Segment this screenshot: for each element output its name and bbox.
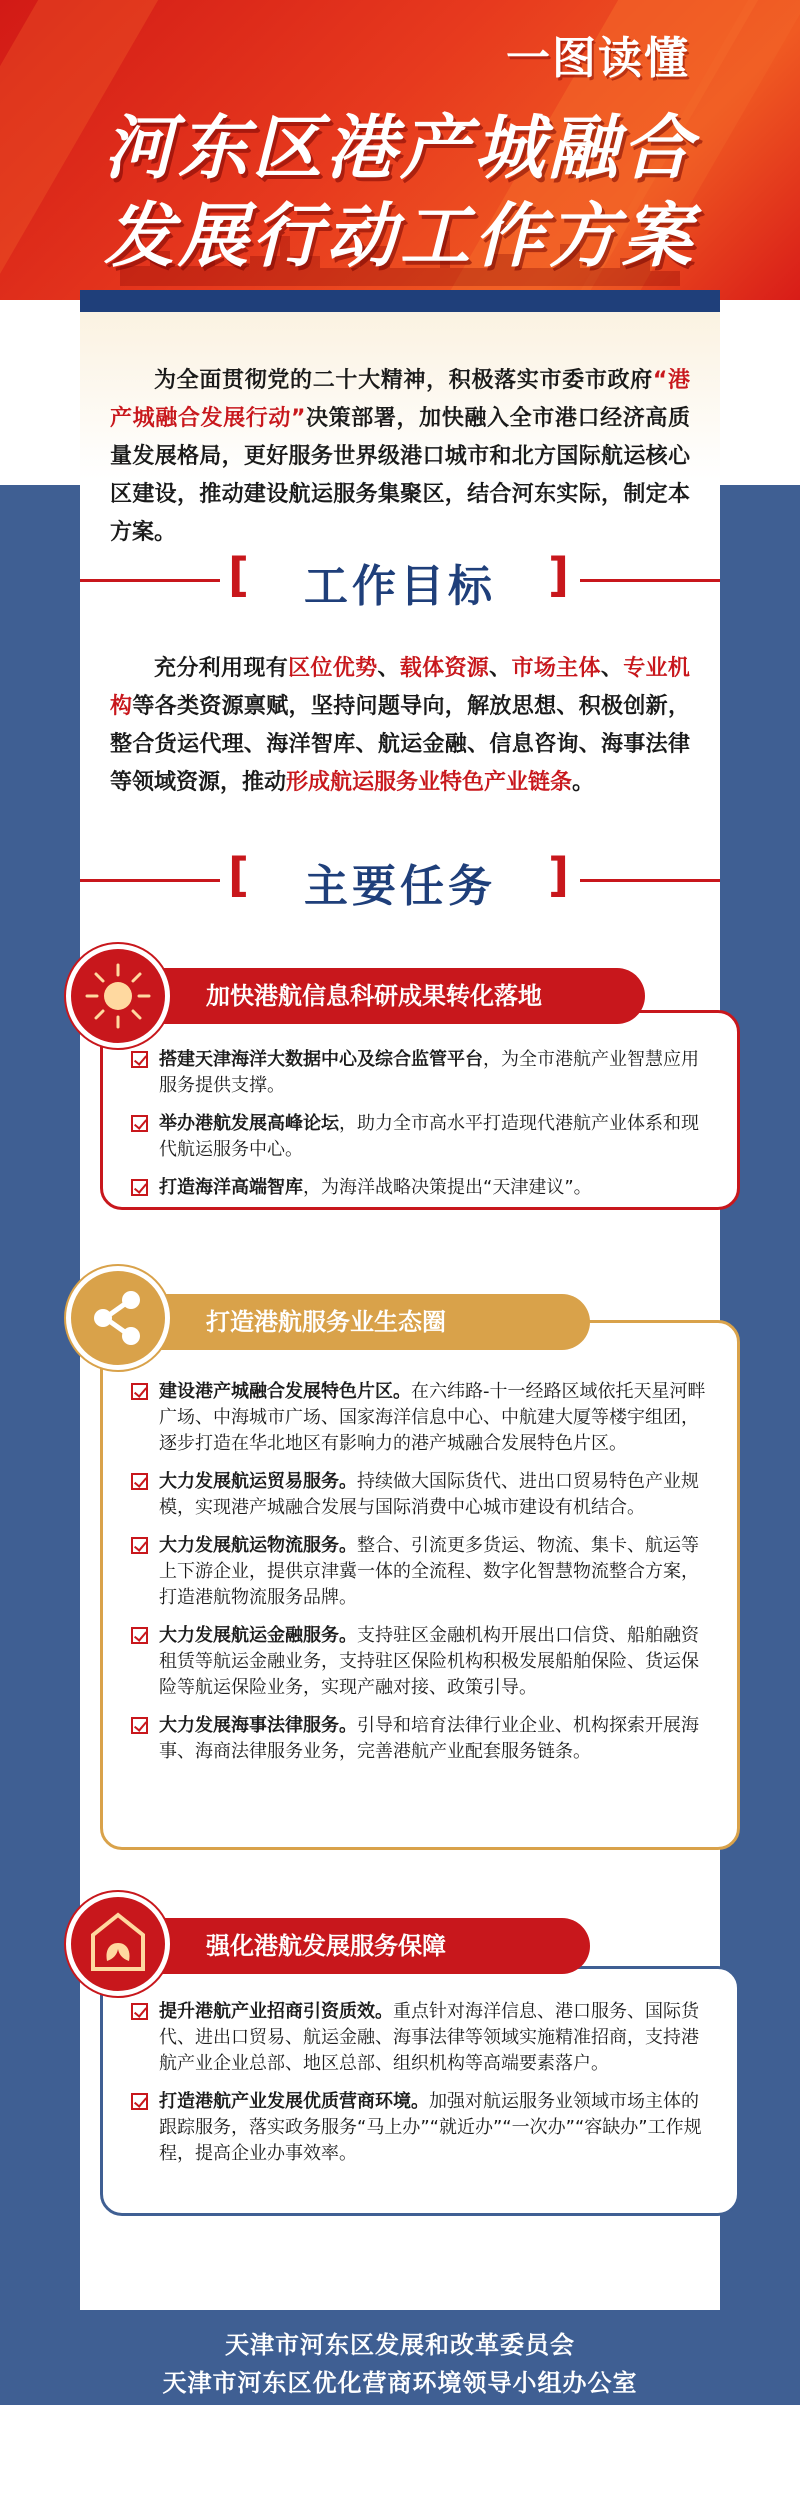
task-item	[131, 1469, 711, 1521]
checkbox-icon	[131, 1627, 148, 1644]
task-item-text: 加强对航运服务业领域市场主体的跟踪服务，落实政务服务“马上办”“就近办”“一次办”“容缺办”工作规程，提高企业办事效率。	[159, 2091, 702, 2164]
task-item	[131, 2089, 711, 2167]
highlight-text: “港产城融合发展行动”	[110, 368, 690, 431]
task-item-text: 在六纬路-十一经路区域依托天星河畔广场、中海城市广场、国家海洋信息中心、中航建大厦等楼宇组团，逐步打造在华北地区有影响力的港产城融合发展特色片区。	[159, 1381, 706, 1454]
highlight-text: 专业机构	[110, 656, 690, 719]
highlight-text: 区位优势	[288, 656, 378, 681]
task-item	[131, 1533, 711, 1611]
task-item	[131, 1379, 711, 1457]
checkbox-icon	[131, 1383, 148, 1400]
body-text: 决策部署，加快融入全市港口经济高质量发展格局，更好服务世界级港口城市和北方国际航运核心区建设，推动建设航运服务集聚区，结合河东实际，制定本方案。	[110, 406, 690, 545]
page-bottom	[0, 2405, 800, 2507]
main-title-line2: 发展行动工作方案	[104, 195, 696, 277]
bracket-right: ]	[548, 548, 570, 602]
task-item-heading: 打造港航产业发展优质营商环境。	[159, 2091, 429, 2112]
task-item-heading: 举办港航发展高峰论坛	[159, 1113, 339, 1134]
highlight-text: 形成航运服务业特色产业链条	[286, 770, 573, 795]
checkbox-icon	[131, 1717, 148, 1734]
checkbox-icon	[131, 1537, 148, 1554]
task-group-title: 加快港航信息科研成果转化落地	[90, 968, 645, 1024]
task-item-text: 引导和培育法律行业企业、机构探索开展海事、海商法律服务业务，完善港航产业配套服务链条。	[159, 1715, 699, 1762]
footer-org-line1: 天津市河东区发展和改革委员会	[225, 2331, 575, 2359]
body-text: 、	[377, 656, 400, 681]
intro-paragraph	[110, 362, 690, 552]
main-title-line1: 河东区港产城融合	[104, 107, 696, 189]
house-icon	[66, 1892, 170, 1996]
task-item-text: ，为海洋战略决策提出“天津建议”。	[303, 1177, 592, 1198]
section-title: 主要任务	[304, 861, 496, 912]
checkbox-icon	[131, 1473, 148, 1490]
kicker-title: 一图读懂	[506, 33, 690, 84]
task-group-title: 强化港航发展服务保障	[90, 1918, 590, 1974]
body-text: 、	[600, 656, 624, 681]
body-text: 、	[489, 656, 512, 681]
task-item-heading: 大力发展航运贸易服务。	[159, 1471, 357, 1492]
bracket-left: [	[228, 548, 250, 602]
bracket-left: [	[228, 848, 250, 902]
task-item	[131, 1623, 711, 1701]
task-group-title: 打造港航服务业生态圈	[90, 1294, 590, 1350]
highlight-text: 市场主体	[511, 656, 601, 681]
checkbox-icon	[131, 2093, 148, 2110]
body-text: 为全面贯彻党的二十大精神，积极落实市委市政府	[154, 368, 653, 393]
body-text: 。	[572, 770, 595, 795]
checkbox-icon	[131, 1051, 148, 1068]
goal-paragraph	[110, 650, 690, 802]
task-item	[131, 1111, 711, 1163]
task-item-text: 持续做大国际货代、进出口贸易特色产业规模，实现港产城融合发展与国际消费中心城市建设有机结合。	[159, 1471, 699, 1518]
task-item-text: ，为全市港航产业智慧应用服务提供支撑。	[159, 1049, 699, 1096]
task-item-heading: 大力发展航运金融服务。	[159, 1625, 357, 1646]
body-text: 等各类资源禀赋，坚持问题导向，解放思想、积极创新，整合货运代理、海洋智库、航运金融、信息咨询、海事法律等领域资源，推动	[110, 694, 690, 795]
task-item-heading: 大力发展航运物流服务。	[159, 1535, 357, 1556]
task-item-text: 整合、引流更多货运、物流、集卡、航运等上下游企业，提供京津冀一体的全流程、数字化智慧物流整合方案，打造港航物流服务品牌。	[159, 1535, 699, 1608]
task-item-heading: 搭建天津海洋大数据中心及综合监管平台	[159, 1049, 483, 1070]
task-item-heading: 打造海洋高端智库	[159, 1177, 303, 1198]
task-item	[131, 1713, 711, 1765]
task-item	[131, 1999, 711, 2077]
body-text: 充分利用现有	[154, 656, 289, 681]
checkbox-icon	[131, 1179, 148, 1196]
checkbox-icon	[131, 1115, 148, 1132]
task-item-heading: 提升港航产业招商引资质效。	[159, 2001, 393, 2022]
highlight-text: 载体资源	[399, 656, 490, 681]
task-item-text: ，助力全市高水平打造现代港航产业体系和现代航运服务中心。	[159, 1113, 699, 1160]
checkbox-icon	[131, 2003, 148, 2020]
section-title: 工作目标	[304, 561, 496, 612]
share-icon	[66, 1266, 170, 1370]
header-banner	[0, 0, 800, 300]
header-divider-bar	[80, 290, 720, 312]
task-item-heading: 建设港产城融合发展特色片区。	[159, 1381, 411, 1402]
task-item-text: 支持驻区金融机构开展出口信贷、船舶融资租赁等航运金融业务，支持驻区保险机构积极发展船舶保险、货运保险等航运保险业务，实现产融对接、政策引导。	[159, 1625, 699, 1698]
task-item-text: 重点针对海洋信息、港口服务、国际货代、进出口贸易、航运金融、海事法律等领域实施精准招商，支持港航产业企业总部、地区总部、组织机构等高端要素落户。	[159, 2001, 699, 2074]
task-box	[100, 1320, 740, 1850]
task-box	[100, 1010, 740, 1210]
footer-org-line2: 天津市河东区优化营商环境领导小组办公室	[162, 2369, 638, 2397]
task-item	[131, 1047, 711, 1099]
task-item	[131, 1175, 711, 1201]
bracket-right: ]	[548, 848, 570, 902]
task-box	[100, 1966, 740, 2216]
sun-icon	[66, 944, 170, 1048]
task-item-heading: 大力发展海事法律服务。	[159, 1715, 357, 1736]
